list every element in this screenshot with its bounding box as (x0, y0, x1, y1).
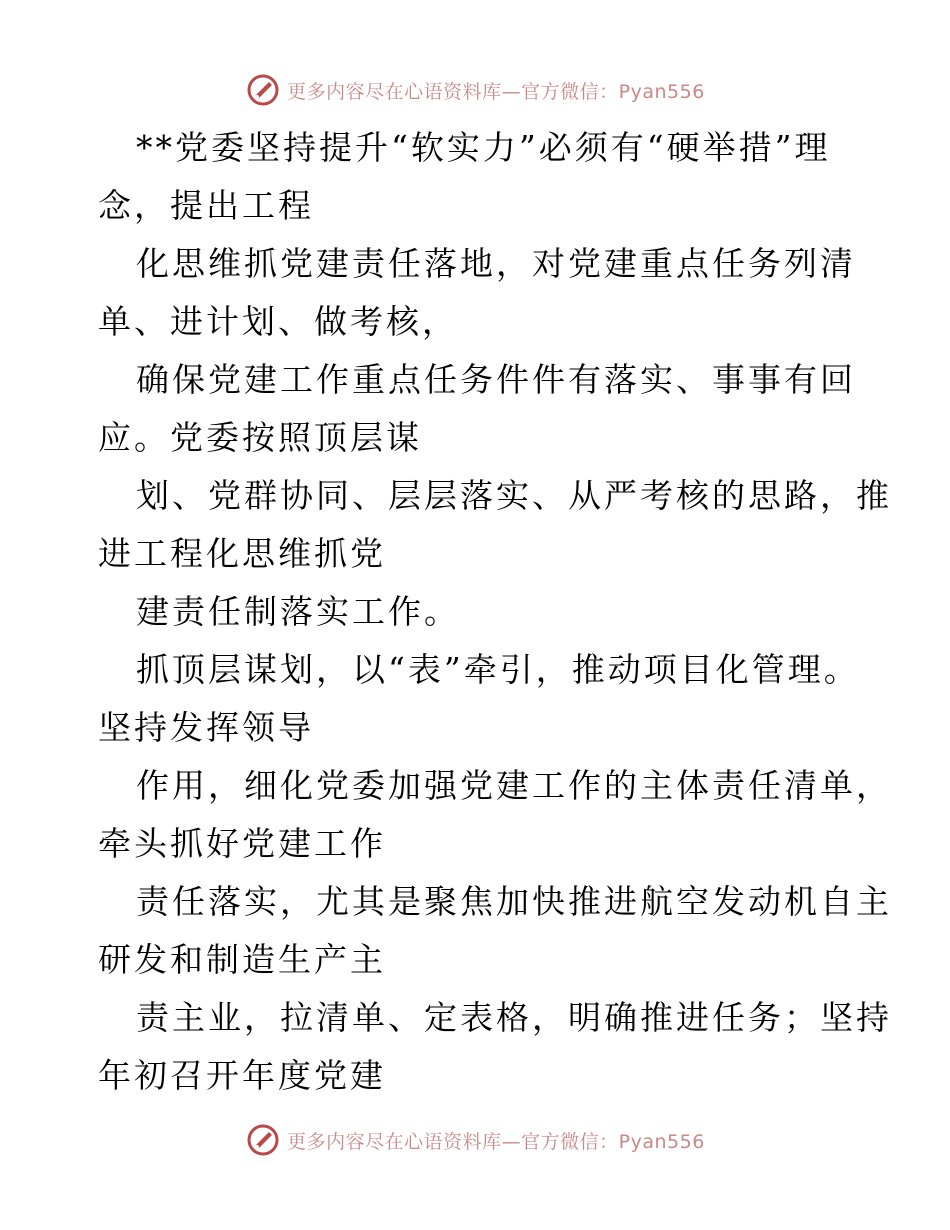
body-line: 作用，细化党委加强党建工作的主体责任清单， (136, 766, 892, 805)
red-circle-pen-logo-icon (245, 72, 281, 108)
body-line: 牵头抓好党建工作 (98, 824, 386, 863)
body-line: 划、党群协同、层层落实、从严考核的思路，推 (136, 476, 892, 515)
body-line: 进工程化思维抓党 (98, 534, 386, 573)
body-line: 责任落实，尤其是聚焦加快推进航空发动机自主 (136, 882, 892, 921)
body-line: 应。党委按照顶层谋 (98, 418, 422, 457)
body-line: 研发和制造生产主 (98, 940, 386, 979)
body-line: 化思维抓党建责任落地，对党建重点任务列清 (136, 244, 856, 283)
body-line: 建责任制落实工作。 (136, 592, 460, 631)
body-line: 确保党建工作重点任务件件有落实、事事有回 (136, 360, 856, 399)
body-line: 坚持发挥领导 (98, 708, 314, 747)
body-line: 单、进计划、做考核， (98, 302, 458, 341)
header-watermark-text: 更多内容尽在心语资料库—官方微信：Pyan556 (287, 80, 705, 103)
body-line: 抓顶层谋划，以“表”牵引，推动项目化管理。 (136, 650, 860, 689)
footer-watermark (0, 1120, 950, 1160)
header-watermark (0, 70, 950, 110)
body-line: 年初召开年度党建 (98, 1056, 386, 1095)
body-line: 责主业，拉清单、定表格，明确推进任务；坚持 (136, 998, 892, 1037)
footer-watermark-text: 更多内容尽在心语资料库—官方微信：Pyan556 (287, 1130, 705, 1153)
body-line: 念，提出工程 (98, 186, 314, 225)
body-line: **党委坚持提升“软实力”必须有“硬举措”理 (136, 128, 831, 167)
red-circle-pen-logo-icon (245, 1122, 281, 1158)
